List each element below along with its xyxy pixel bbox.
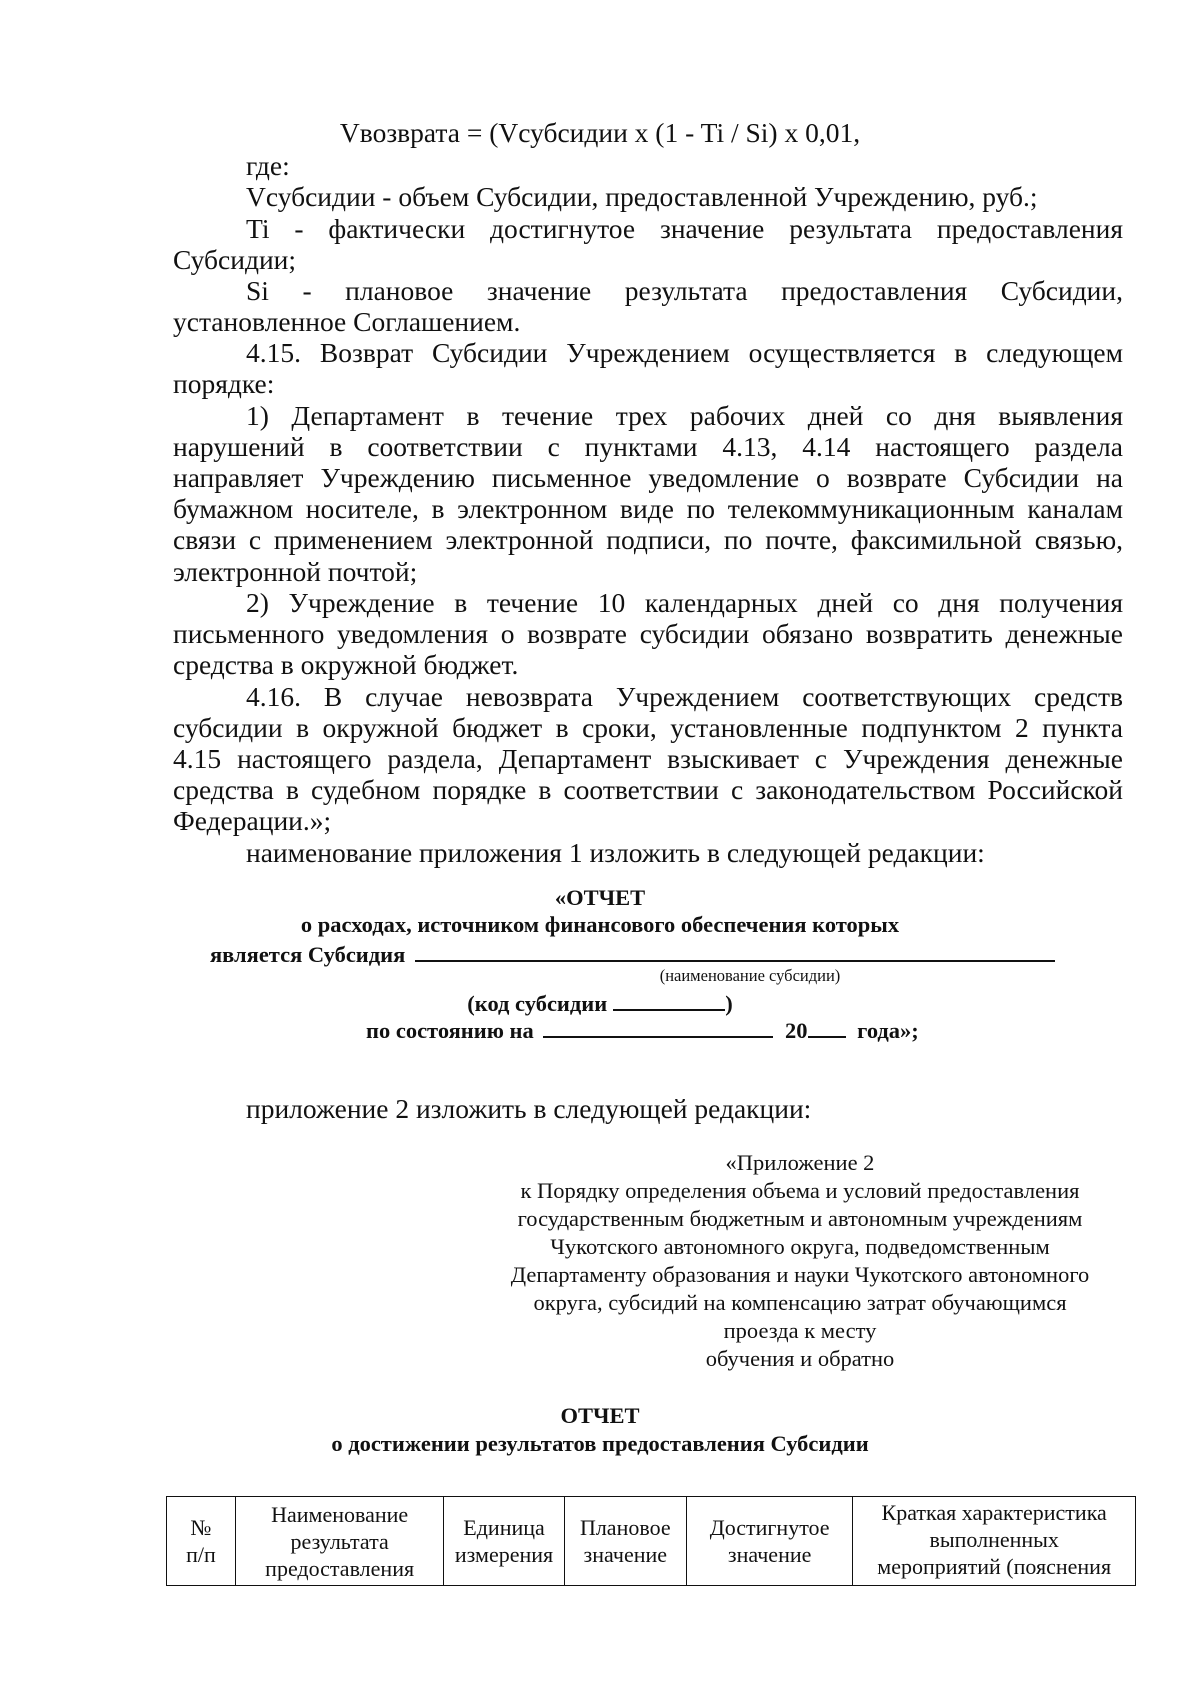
header-cell-result-name: Наименование результата предоставления bbox=[235, 1497, 444, 1586]
header-cell-unit: Единица измерения bbox=[444, 1497, 564, 1586]
item-2-line-3: средства в окружной бюджет. bbox=[173, 649, 519, 680]
appendix-2-line: округа, субсидий на компенсацию затрат обучающимся bbox=[533, 1290, 1067, 1315]
appendix-2-line: проезда к месту bbox=[723, 1318, 877, 1343]
header-cell-description: Краткая характеристика выполненных мероприятий (пояснения bbox=[853, 1497, 1136, 1586]
subsidy-caption: (наименование субсидии) bbox=[659, 966, 841, 985]
refund-formula: Vвозврата = (Vсубсидии x (1 - Ti / Si) x 0,01, bbox=[339, 117, 861, 148]
date-label: по состоянию на bbox=[366, 1018, 534, 1043]
where-intro: где: bbox=[246, 150, 290, 181]
definition-si-line-2: установленное Соглашением. bbox=[173, 306, 521, 337]
report-1-title: «ОТЧЕТ bbox=[554, 885, 646, 910]
appendix-2-line: государственным бюджетным и автономным учреждениям bbox=[517, 1206, 1083, 1231]
para-4-15-line-1: 4.15. Возврат Субсидии Учреждением осуществляется в следующем bbox=[246, 337, 1123, 368]
item-1-line-2: нарушений в соответствии с пунктами 4.13, 4.14 настоящего раздела bbox=[173, 431, 1123, 462]
para-4-16-line-5: Федерации.»; bbox=[173, 805, 332, 836]
appendix-2-line: «Приложение 2 bbox=[725, 1150, 875, 1175]
report-1-subtitle: о расходах, источником финансового обеспечения которых bbox=[300, 912, 900, 937]
code-label: (код субсидии bbox=[467, 991, 608, 1016]
appendix-2-intro: приложение 2 изложить в следующей редакции: bbox=[246, 1093, 812, 1124]
results-table bbox=[166, 1496, 1136, 1586]
code-close: ) bbox=[725, 991, 733, 1016]
report-2-subtitle: о достижении результатов предоставления Субсидии bbox=[331, 1431, 869, 1456]
code-blank bbox=[613, 987, 725, 1011]
definition-ti-line-1: Ti - фактически достигнутое значение результата предоставления bbox=[246, 213, 1123, 244]
report-2-title: ОТЧЕТ bbox=[560, 1403, 640, 1428]
item-1-line-6: электронной почтой; bbox=[173, 556, 418, 587]
report-1-date-row bbox=[366, 1014, 919, 1045]
subsidy-label: является Субсидия bbox=[210, 942, 406, 967]
appendix-2-line: Департаменту образования и науки Чукотского автономного bbox=[510, 1262, 1090, 1287]
report-1-subsidy-row bbox=[210, 938, 1055, 969]
item-1-line-4: бумажном носителе, в электронном виде по телекоммуникационным каналам bbox=[173, 493, 1123, 524]
header-cell-planned: Плановое значение bbox=[564, 1497, 686, 1586]
para-4-16-line-2: субсидии в окружной бюджет в сроки, установленные подпунктом 2 пункта bbox=[173, 712, 1123, 743]
subsidy-name-blank bbox=[415, 938, 1055, 962]
table-header-row bbox=[167, 1497, 1136, 1586]
para-4-16-line-1: 4.16. В случае невозврата Учреждением соответствующих средств bbox=[246, 681, 1123, 712]
year-suffix: года»; bbox=[857, 1018, 919, 1043]
para-4-16-line-3: 4.15 настоящего раздела, Департамент взыскивает с Учреждения денежные bbox=[173, 743, 1123, 774]
header-cell-achieved: Достигнутое значение bbox=[686, 1497, 852, 1586]
year-prefix: 20 bbox=[785, 1018, 808, 1043]
definition-si-line-1: Si - плановое значение результата предоставления Субсидии, bbox=[246, 275, 1123, 306]
appendix-2-line: Чукотского автономного округа, подведомственным bbox=[550, 1234, 1050, 1259]
item-1-line-5: связи с применением электронной подписи, по почте, факсимильной связью, bbox=[173, 524, 1123, 555]
item-2-line-1: 2) Учреждение в течение 10 календарных дней со дня получения bbox=[246, 587, 1123, 618]
appendix-2-line: к Порядку определения объема и условий предоставления bbox=[520, 1178, 1080, 1203]
year-blank bbox=[808, 1014, 846, 1038]
item-1-line-3: направляет Учреждению письменное уведомление о возврате Субсидии на bbox=[173, 462, 1123, 493]
para-4-16-line-4: средства в судебном порядке в соответствии с законодательством Российской bbox=[173, 774, 1123, 805]
definition-v-subsidy: Vсубсидии - объем Субсидии, предоставленной Учреждению, руб.; bbox=[246, 181, 1038, 212]
para-4-15-line-2: порядке: bbox=[173, 368, 275, 399]
item-1-line-1: 1) Департамент в течение трех рабочих дней со дня выявления bbox=[246, 400, 1123, 431]
appendix-1-intro: наименование приложения 1 изложить в следующей редакции: bbox=[246, 837, 985, 868]
header-cell-number: № п/п bbox=[167, 1497, 236, 1586]
definition-ti-line-2: Субсидии; bbox=[173, 244, 297, 275]
date-blank bbox=[543, 1014, 773, 1038]
item-2-line-2: письменного уведомления о возврате субсидии обязано возвратить денежные bbox=[173, 618, 1123, 649]
appendix-2-line: обучения и обратно bbox=[705, 1346, 895, 1371]
appendix-2-header bbox=[460, 1149, 1140, 1373]
